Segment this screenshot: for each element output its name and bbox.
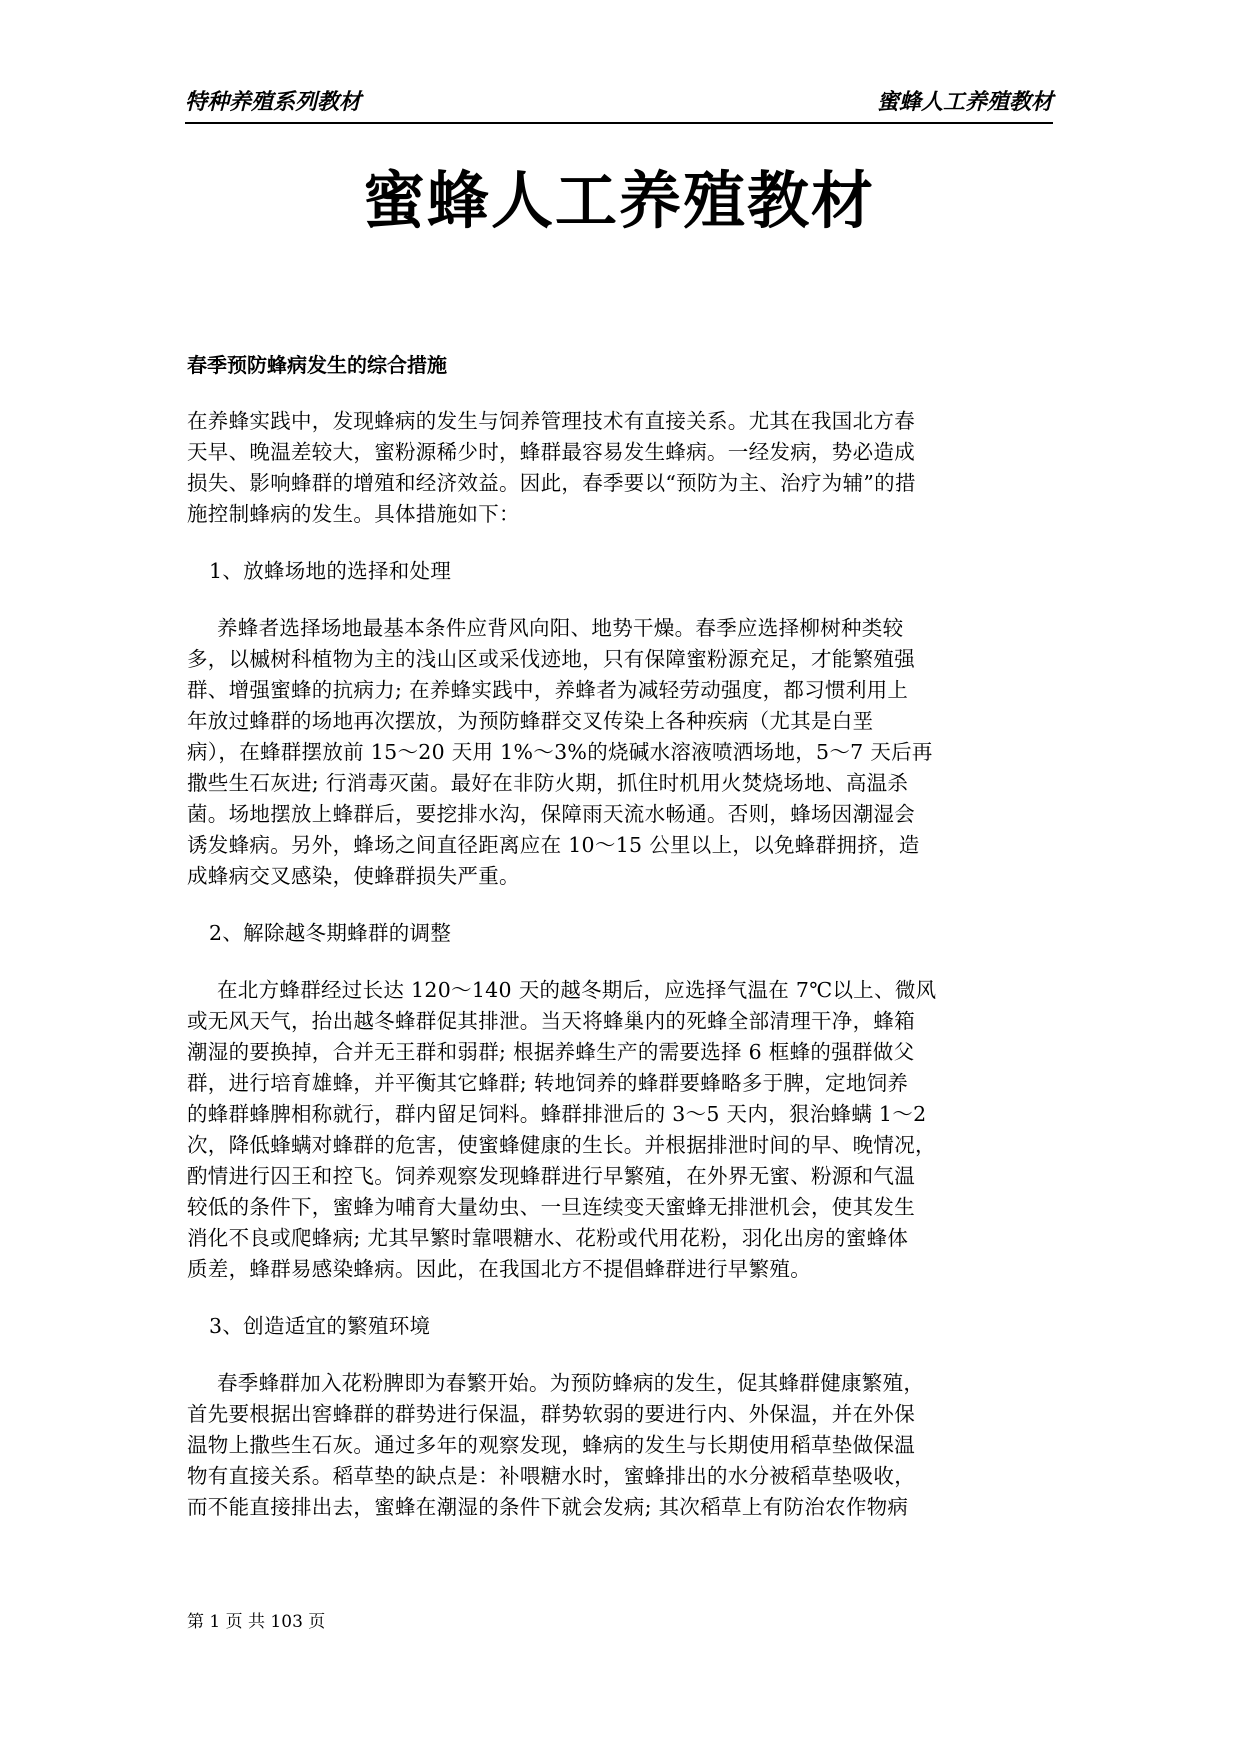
subsection-paragraph-2 [187, 975, 1053, 1285]
text-line: 菌。场地摆放上蜂群后，要挖排水沟，保障雨天流水畅通。否则，蜂场因潮湿会 [187, 802, 915, 826]
text-line: 消化不良或爬蜂病; 尤其早繁时靠喂糖水、花粉或代用花粉，羽化出房的蜜蜂体 [187, 1226, 909, 1250]
subsection-heading-2: 2、解除越冬期蜂群的调整 [209, 921, 452, 945]
text-line: 在北方蜂群经过长达 120～140 天的越冬期后，应选择气温在 7℃以上、微风 [217, 978, 937, 1002]
text-line: 首先要根据出窖蜂群的群势进行保温，群势软弱的要进行内、外保温，并在外保 [187, 1402, 915, 1426]
text-line: 或无风天气，抬出越冬蜂群促其排泄。当天将蜂巢内的死蜂全部清理干净，蜂箱 [187, 1009, 915, 1033]
text-line: 潮湿的要换掉，合并无王群和弱群; 根据养蜂生产的需要选择 6 框蜂的强群做父 [187, 1040, 915, 1064]
text-line: 物有直接关系。稻草垫的缺点是：补喂糖水时，蜜蜂排出的水分被稻草垫吸收， [187, 1464, 915, 1488]
series-title: 特种养殖系列教材 [185, 90, 362, 115]
text-line: 温物上撒些生石灰。通过多年的观察发现，蜂病的发生与长期使用稻草垫做保温 [187, 1433, 915, 1457]
subsection-paragraph-1 [187, 613, 1053, 892]
text-line: 施控制蜂病的发生。具体措施如下： [187, 502, 520, 526]
book-title-header: 蜜蜂人工养殖教材 [876, 90, 1053, 115]
text-line: 而不能直接排出去，蜜蜂在潮湿的条件下就会发病; 其次稻草上有防治农作物病 [187, 1495, 909, 1519]
subsection-paragraph-3 [187, 1368, 1053, 1523]
document-body [187, 350, 1053, 1549]
text-line: 群、增强蜜蜂的抗病力; 在养蜂实践中，养蜂者为减轻劳动强度，都习惯利用上 [187, 678, 909, 702]
running-header [185, 88, 1053, 122]
text-line: 诱发蜂病。另外，蜂场之间直径距离应在 10～15 公里以上，以免蜂群拥挤，造 [187, 833, 920, 857]
text-line: 较低的条件下，蜜蜂为哺育大量幼虫、一旦连续变天蜜蜂无排泄机会，使其发生 [187, 1195, 915, 1219]
text-line: 的蜂群蜂脾相称就行，群内留足饲料。蜂群排泄后的 3～5 天内，狠治蜂螨 1～2 [187, 1102, 927, 1126]
document-title: 蜜蜂人工养殖教材 [362, 164, 875, 237]
text-line: 次，降低蜂螨对蜂群的危害，使蜜蜂健康的生长。并根据排泄时间的早、晚情况， [187, 1133, 936, 1157]
page-footer: 第 1 页 共 103 页 [187, 1612, 326, 1632]
text-line: 养蜂者选择场地最基本条件应背风向阳、地势干燥。春季应选择柳树种类较 [217, 616, 904, 640]
text-line: 成蜂病交叉感染，使蜂群损失严重。 [187, 864, 520, 888]
text-line: 年放过蜂群的场地再次摆放，为预防蜂群交叉传染上各种疾病（尤其是白垩 [187, 709, 874, 733]
intro-paragraph [187, 406, 1053, 530]
subsection-heading-1: 1、放蜂场地的选择和处理 [209, 559, 452, 583]
text-line: 质差，蜂群易感染蜂病。因此，在我国北方不提倡蜂群进行早繁殖。 [187, 1257, 811, 1281]
text-line: 病），在蜂群摆放前 15～20 天用 1%～3%的烧碱水溶液喷洒场地，5～7 天后再 [187, 740, 933, 764]
subsection-heading-3: 3、创造适宜的繁殖环境 [209, 1314, 431, 1338]
text-line: 群，进行培育雄蜂，并平衡其它蜂群; 转地饲养的蜂群要蜂略多于脾，定地饲养 [187, 1071, 909, 1095]
text-line: 损失、影响蜂群的增殖和经济效益。因此，春季要以“预防为主、治疗为辅”的措 [187, 471, 916, 495]
section-title: 春季预防蜂病发生的综合措施 [187, 353, 447, 377]
text-line: 酌情进行囚王和控飞。饲养观察发现蜂群进行早繁殖，在外界无蜜、粉源和气温 [187, 1164, 915, 1188]
text-line: 春季蜂群加入花粉脾即为春繁开始。为预防蜂病的发生，促其蜂群健康繁殖， [217, 1371, 925, 1395]
text-line: 多，以槭树科植物为主的浅山区或采伐迹地，只有保障蜜粉源充足，才能繁殖强 [187, 647, 915, 671]
text-line: 在养蜂实践中，发现蜂病的发生与饲养管理技术有直接关系。尤其在我国北方春 [187, 409, 915, 433]
text-line: 撒些生石灰进; 行消毒灭菌。最好在非防火期，抓住时机用火焚烧场地、高温杀 [187, 771, 909, 795]
header-rule [185, 122, 1053, 124]
text-line: 天早、晚温差较大，蜜粉源稀少时，蜂群最容易发生蜂病。一经发病，势必造成 [187, 440, 915, 464]
